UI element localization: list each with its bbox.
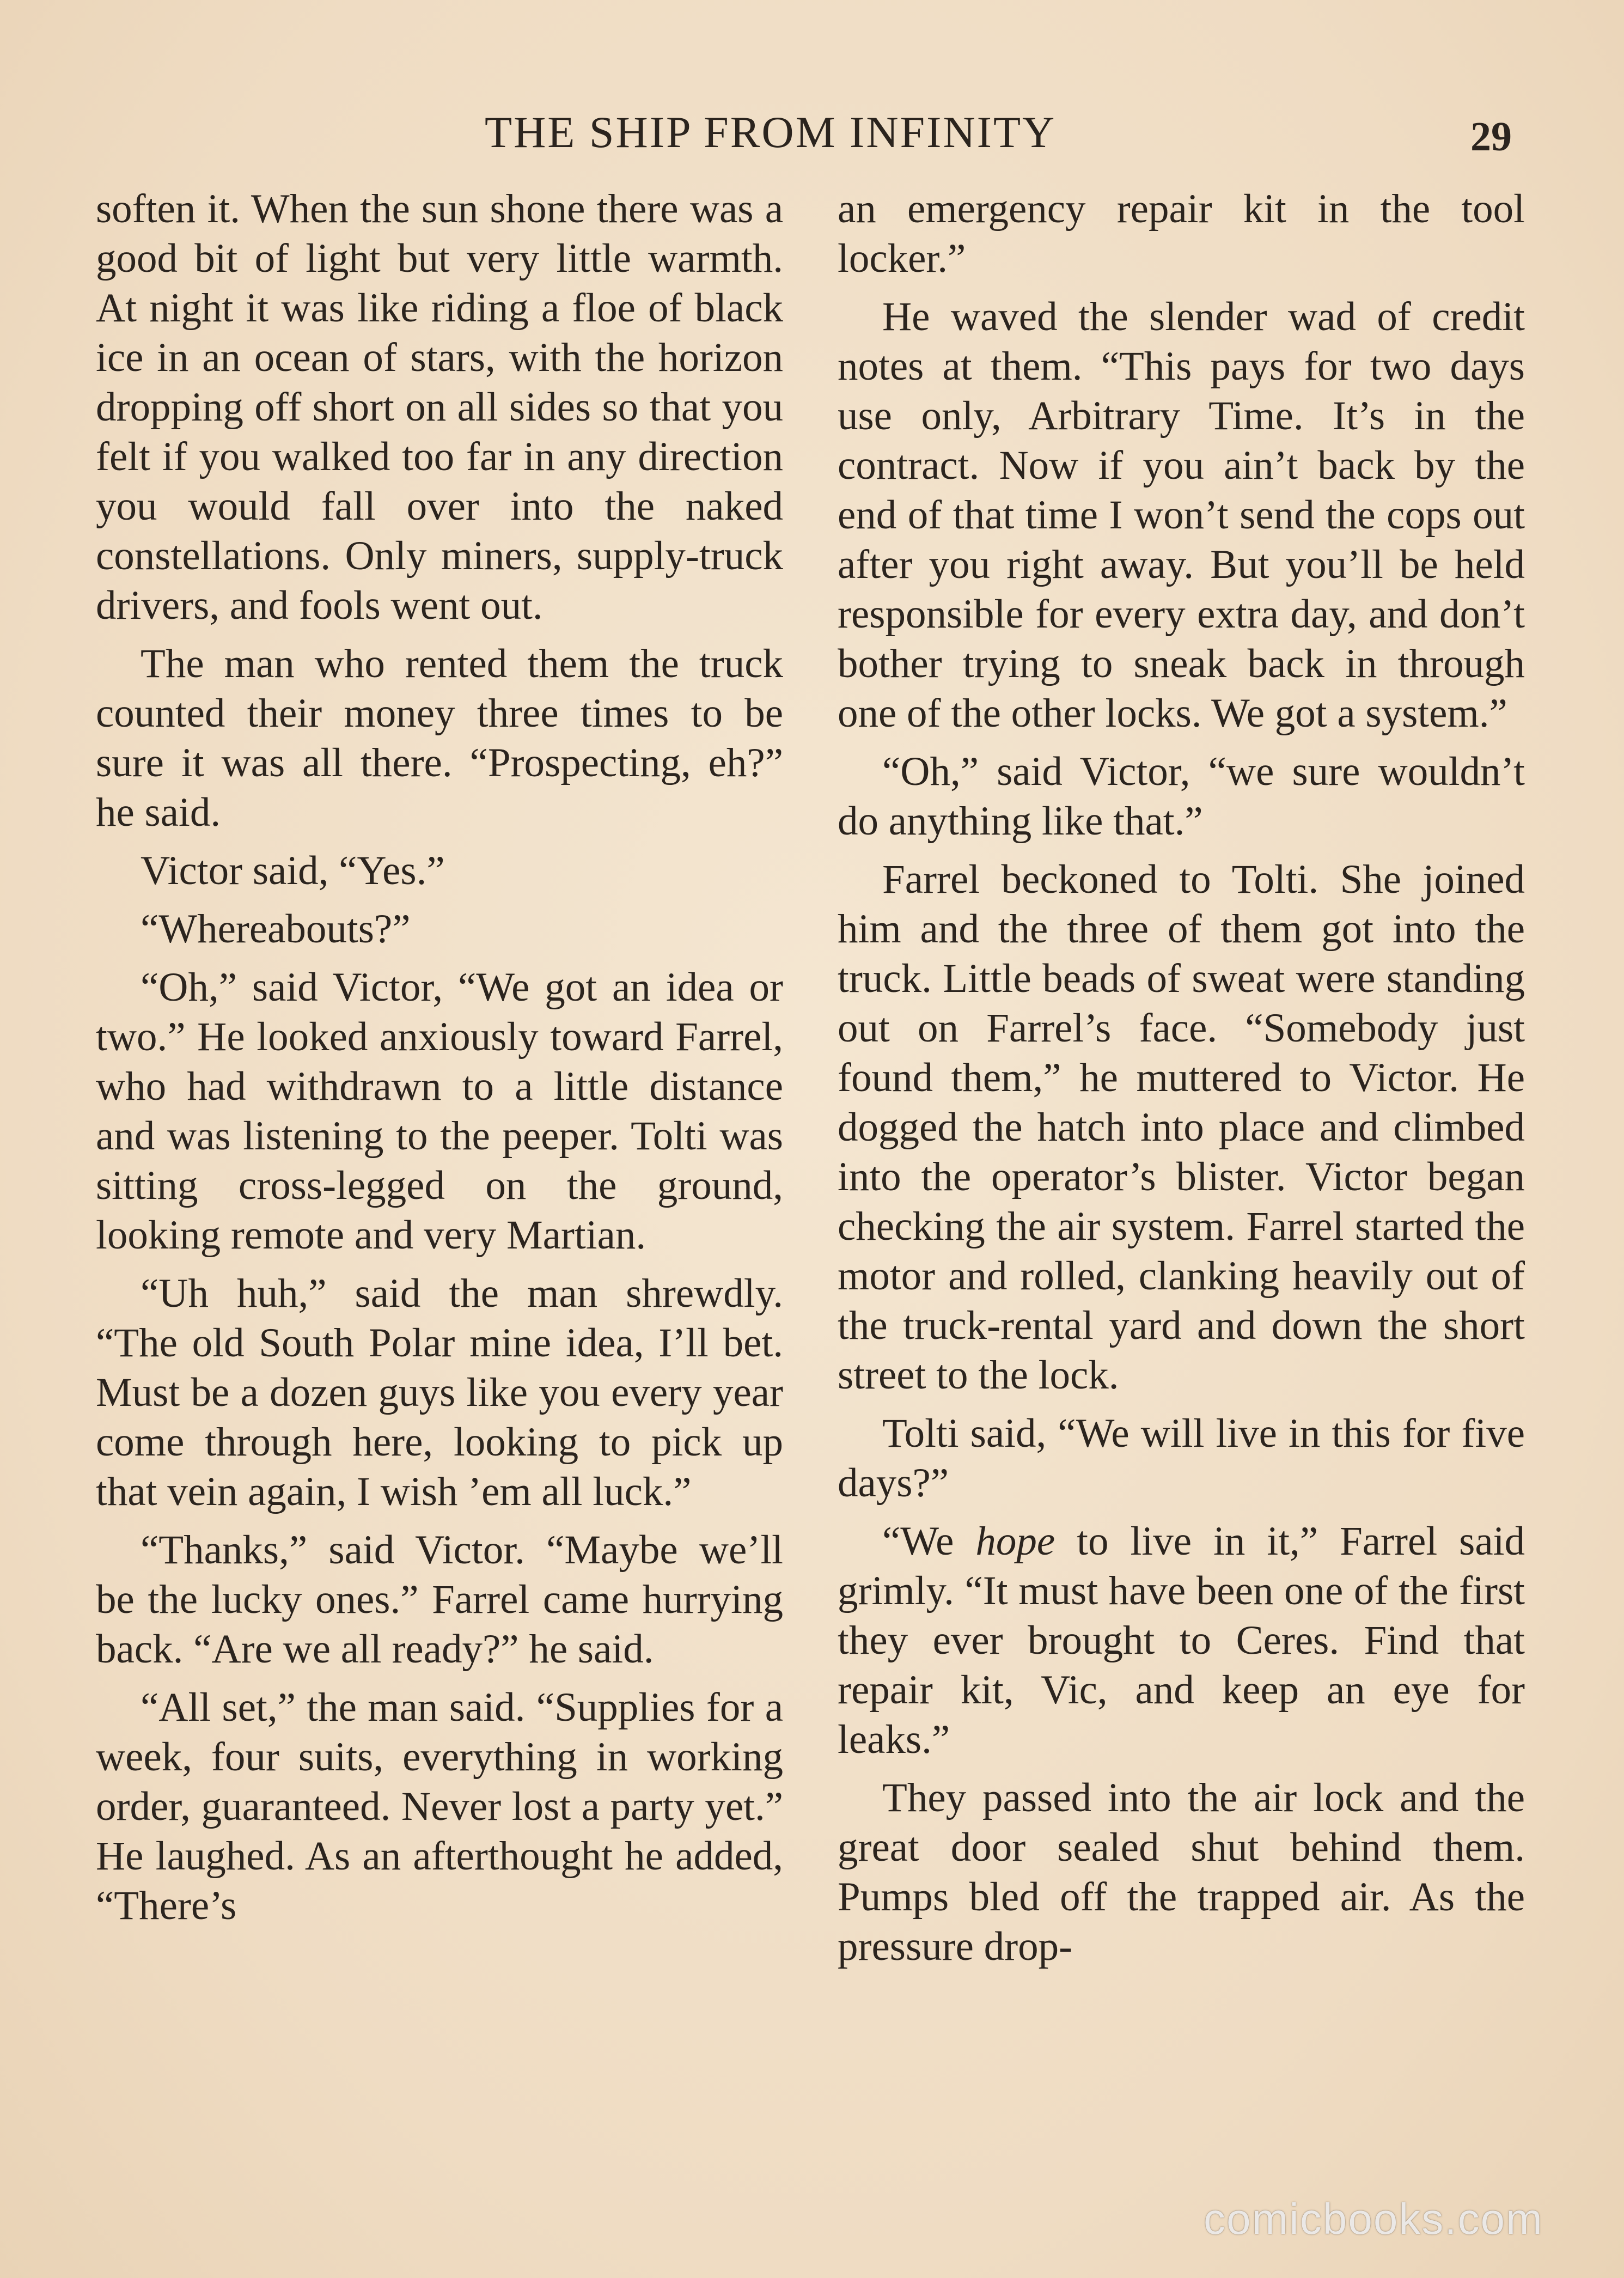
paragraph: They passed into the air lock and the great door sealed shut behind them. Pumps bled off the trapped air. As the pressure drop- xyxy=(838,1775,1525,1969)
paragraph: The man who rented them the truck counted their money three times to be sure it was all there. “Prospecting, eh?” he said. xyxy=(96,641,783,835)
text-run: “We xyxy=(882,1519,976,1564)
paragraph: “Oh,” said Victor, “We got an idea or two.” He looked anxiously toward Farrel, who had withdrawn to a little distance and was listening to the peeper. Tolti was sitting cross-legged on the ground, looking remote and very Martian. xyxy=(96,965,783,1258)
running-head: THE SHIP FROM INFINITY xyxy=(485,107,1057,157)
left-column xyxy=(96,184,783,1939)
emphasis-text: hope xyxy=(975,1519,1055,1564)
paragraph: “Thanks,” said Victor. “Maybe we’ll be the lucky ones.” Farrel came hurrying back. “Are we all ready?” he said. xyxy=(96,1527,783,1672)
paragraph: soften it. When the sun shone there was a good bit of light but very little warmth. At night it was like riding a floe of black ice in an ocean of stars, with the horizon dropping off short on all sides so that you felt if you walked too far in any direction you would fall over into the naked constellations. Only miners, supply-truck drivers, and fools went out. xyxy=(96,186,783,628)
paragraph: “Uh huh,” said the man shrewdly. “The old South Polar mine idea, I’ll bet. Must be a dozen guys like you every year come through here, looking to pick up that vein again, I wish ’em all luck.” xyxy=(96,1271,783,1514)
text-run: to live in it,” Farrel said grimly. “It must have been one of the first they ever brought to Ceres. Find that repair kit, Vic, and keep an eye for leaks.” xyxy=(838,1519,1525,1762)
paragraph: He waved the slender wad of credit notes at them. “This pays for two days use only, Arbitrary Time. It’s in the contract. Now if you ain’t back by the end of that time I won’t send the cops out after you right away. But you’ll be held responsible for every extra day, and don’t bother trying to sneak back in through one of the other locks. We got a system.” xyxy=(838,294,1525,736)
page-number: 29 xyxy=(1470,114,1512,160)
page-header xyxy=(0,102,1624,162)
paragraph xyxy=(838,1516,1525,1764)
paragraph: Farrel beckoned to Tolti. She joined him and the three of them got into the truck. Little beads of sweat were standing out on Farrel’s face. “Somebody just found them,” he muttered to Victor. He dogged the hatch into place and climbed into the operator’s blister. Victor began checking the air system. Farrel started the motor and rolled, clanking heavily out of the truck-rental yard and down the short street to the lock. xyxy=(838,857,1525,1398)
paragraph: “All set,” the man said. “Supplies for a week, four suits, everything in working order, guaranteed. Never lost a party yet.” He laughed. As an afterthought he added, “There’s xyxy=(96,1685,783,1928)
paragraph: an emergency repair kit in the tool locker.” xyxy=(838,186,1525,281)
right-column xyxy=(838,184,1525,1980)
watermark: comicbooks.com xyxy=(1204,2195,1543,2243)
paragraph: “Oh,” said Victor, “we sure wouldn’t do anything like that.” xyxy=(838,749,1525,844)
paragraph: “Whereabouts?” xyxy=(141,906,411,952)
paragraph: Tolti said, “We will live in this for five days?” xyxy=(838,1411,1525,1506)
paragraph: Victor said, “Yes.” xyxy=(141,848,445,893)
